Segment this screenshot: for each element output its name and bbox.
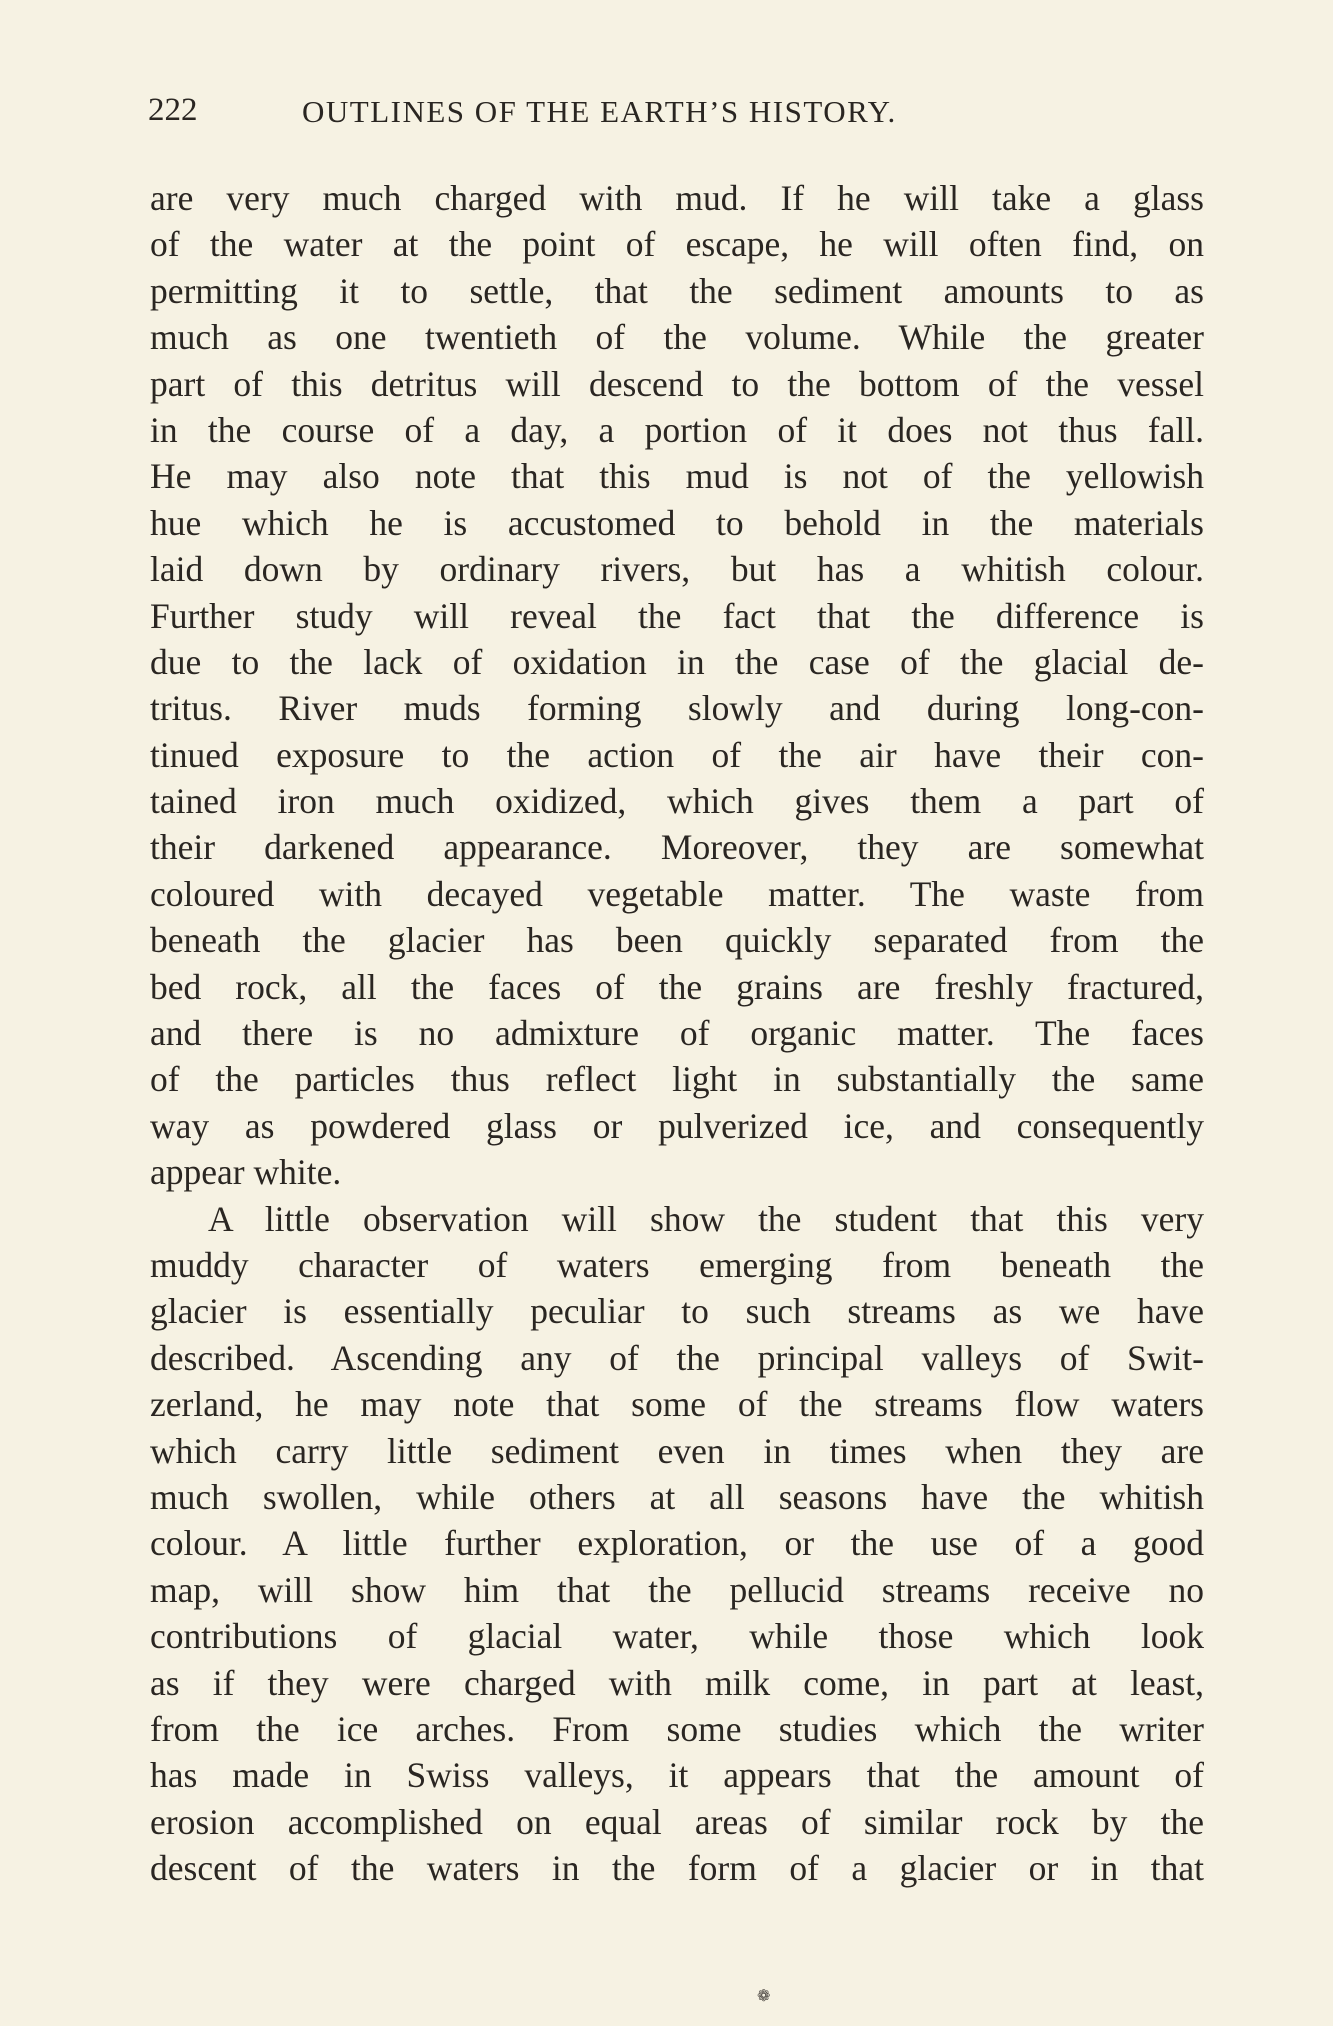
text-line: bed rock, all the faces of the grains are freshly fractured,	[150, 966, 1204, 1007]
text-line: their darkened appearance. Moreover, they are somewhat	[150, 827, 1204, 868]
text-line: glacier is essentially peculiar to such streams as we have	[150, 1291, 1204, 1332]
text-line: much as one twentieth of the volume. While the greater	[150, 317, 1204, 358]
page-header	[148, 92, 1204, 144]
text-line: tritus. River muds forming slowly and during long-con-	[150, 688, 1204, 729]
text-line: part of this detritus will descend to the bottom of the vessel	[150, 363, 1204, 404]
text-line: A little observation will show the student that this very	[208, 1198, 1204, 1239]
running-head: OUTLINES OF THE EARTH’S HISTORY.	[302, 94, 897, 129]
text-line: of the particles thus reflect light in substantially the same	[150, 1059, 1204, 1100]
text-line: tinued exposure to the action of the air have their con-	[150, 734, 1204, 775]
text-line: descent of the waters in the form of a glacier or in that	[150, 1848, 1204, 1889]
text-line: zerland, he may note that some of the streams flow waters	[150, 1384, 1204, 1425]
text-line: which carry little sediment even in times when they are	[150, 1430, 1204, 1471]
text-line: tained iron much oxidized, which gives them a part of	[150, 781, 1204, 822]
text-line: colour. A little further exploration, or the use of a good	[150, 1523, 1204, 1564]
text-line: muddy character of waters emerging from beneath the	[150, 1244, 1204, 1285]
ornament-mark: ❁	[757, 1988, 771, 2005]
text-line: described. Ascending any of the principal valleys of Swit-	[150, 1337, 1204, 1378]
text-line: permitting it to settle, that the sediment amounts to as	[150, 270, 1204, 311]
text-line: beneath the glacier has been quickly separated from the	[150, 920, 1204, 961]
text-line: are very much charged with mud. If he will take a glass	[150, 178, 1204, 218]
page-number: 222	[148, 92, 198, 128]
text-line: contributions of glacial water, while those which look	[150, 1616, 1204, 1657]
text-line: and there is no admixture of organic matter. The faces	[150, 1013, 1204, 1054]
text-line: in the course of a day, a portion of it does not thus fall.	[150, 409, 1204, 450]
text-line: as if they were charged with milk come, in part at least,	[150, 1662, 1204, 1703]
text-line: map, will show him that the pellucid streams receive no	[150, 1569, 1204, 1610]
text-line: erosion accomplished on equal areas of similar rock by the	[150, 1801, 1204, 1842]
text-line: has made in Swiss valleys, it appears that the amount of	[150, 1755, 1204, 1796]
text-line: appear white.	[150, 1152, 342, 1193]
text-line: due to the lack of oxidation in the case of the glacial de-	[150, 641, 1204, 682]
text-line: much swollen, while others at all seasons have the whitish	[150, 1476, 1204, 1517]
text-line: laid down by ordinary rivers, but has a whitish colour.	[150, 549, 1204, 590]
text-line: way as powdered glass or pulverized ice, and consequently	[150, 1105, 1204, 1146]
text-line: of the water at the point of escape, he will often find, on	[150, 224, 1204, 265]
body-text	[150, 175, 1204, 1891]
text-line: from the ice arches. From some studies which the writer	[150, 1708, 1204, 1749]
text-line: hue which he is accustomed to behold in the materials	[150, 502, 1204, 543]
text-line: coloured with decayed vegetable matter. The waste from	[150, 873, 1204, 914]
text-line: Further study will reveal the fact that the difference is	[150, 595, 1204, 636]
text-line: He may also note that this mud is not of the yellowish	[150, 456, 1204, 497]
